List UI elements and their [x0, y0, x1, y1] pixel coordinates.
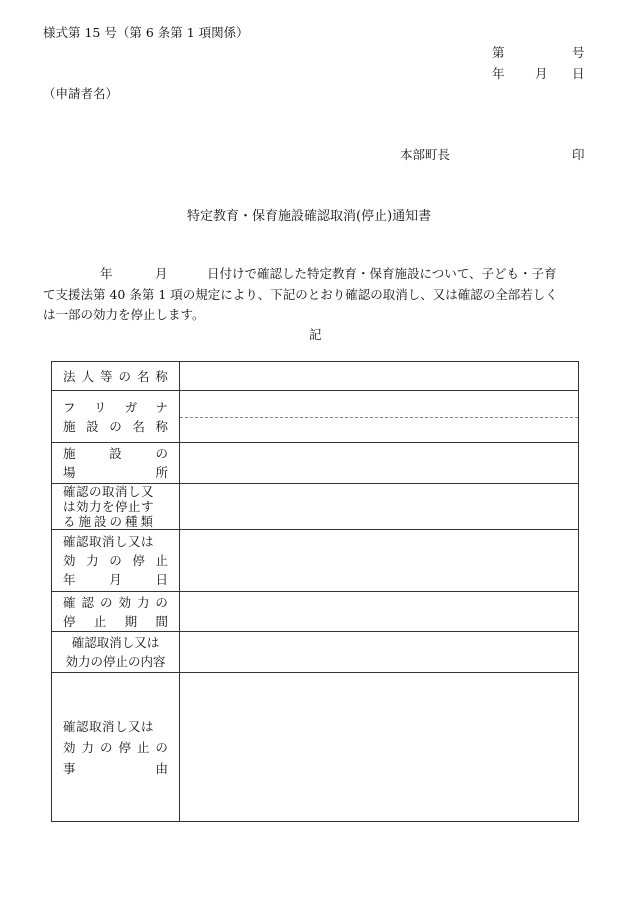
period-text-2: 停 止 期 間: [63, 613, 168, 629]
body-text-line2: て支援法第 40 条第 1 項の規定により、下記のとおり確認の取消し、又は確認の全部若しく: [43, 287, 558, 302]
applicant-label: （申請者名）: [43, 86, 119, 101]
reason-text-2: 効 力 の 停 止 の: [63, 739, 168, 755]
notice-table: [51, 361, 579, 822]
table-row: [52, 484, 579, 530]
table-row: [52, 673, 579, 822]
furigana-text: フ リ ガ ナ: [63, 399, 168, 415]
table-row: [52, 443, 579, 484]
reason-text-1: 確認取消し又は: [63, 718, 155, 734]
ki-mark: 記: [309, 327, 322, 342]
document-title: 特定教育・保育施設確認取消(停止)通知書: [187, 209, 432, 224]
label-period: [52, 592, 180, 632]
type-text-3: る施設の種類: [63, 514, 157, 529]
seal-mark: 印: [572, 147, 585, 162]
label-content: [52, 632, 180, 673]
date-month: 月: [535, 66, 548, 81]
content-text-2: 効力の停止の内容: [65, 654, 166, 669]
table-row: [52, 632, 579, 673]
sender-title: 本部町長: [400, 147, 451, 162]
table-row: [52, 362, 579, 391]
value-date[interactable]: [180, 530, 579, 592]
value-facility-type[interactable]: [180, 484, 579, 530]
body-year: 年: [100, 266, 113, 281]
type-text-2: は効力を停止す: [63, 499, 155, 514]
date-text-2: 効 力 の 停 止: [63, 553, 168, 568]
label-location: [52, 443, 180, 484]
corp-name-text: 法 人 等 の 名 称: [63, 368, 168, 384]
value-corp-name[interactable]: [180, 362, 579, 391]
label-facility-name: [52, 391, 180, 443]
furigana-divider: [180, 417, 578, 418]
label-facility-type: [52, 484, 180, 530]
table-row: [52, 530, 579, 592]
body-month: 月: [155, 266, 168, 281]
table-row: [52, 592, 579, 632]
type-text-1: 確認の取消し又: [63, 484, 155, 499]
value-content[interactable]: [180, 632, 579, 673]
value-location[interactable]: [180, 443, 579, 484]
label-reason: [52, 673, 180, 822]
doc-number-prefix: 第: [492, 45, 505, 60]
period-text-1: 確 認 の 効 力 の: [63, 594, 168, 610]
label-corp-name: [52, 362, 180, 391]
location-text-2: 場 所: [63, 465, 168, 480]
content-text-1: 確認取消し又は: [71, 635, 160, 650]
label-date: [52, 530, 180, 592]
body-text-line3: は一部の効力を停止します。: [43, 307, 205, 322]
value-facility-name[interactable]: [180, 391, 579, 443]
value-period[interactable]: [180, 592, 579, 632]
facility-name-text: 施 設 の 名 称: [63, 418, 168, 434]
body-text-line1: 日付けで確認した特定教育・保育施設について、子ども・子育: [207, 266, 557, 281]
doc-number-suffix: 号: [572, 45, 585, 60]
date-text-3: 年 月 日: [63, 572, 168, 587]
date-year: 年: [492, 66, 505, 81]
date-text-1: 確認取消し又は: [63, 534, 155, 549]
table-row: [52, 391, 579, 443]
reason-text-3: 事 由: [63, 760, 168, 776]
value-reason[interactable]: [180, 673, 579, 822]
date-day: 日: [572, 66, 585, 81]
form-number: 様式第 15 号（第 6 条第 1 項関係）: [43, 25, 249, 40]
location-text-1: 施 設 の: [63, 446, 168, 461]
